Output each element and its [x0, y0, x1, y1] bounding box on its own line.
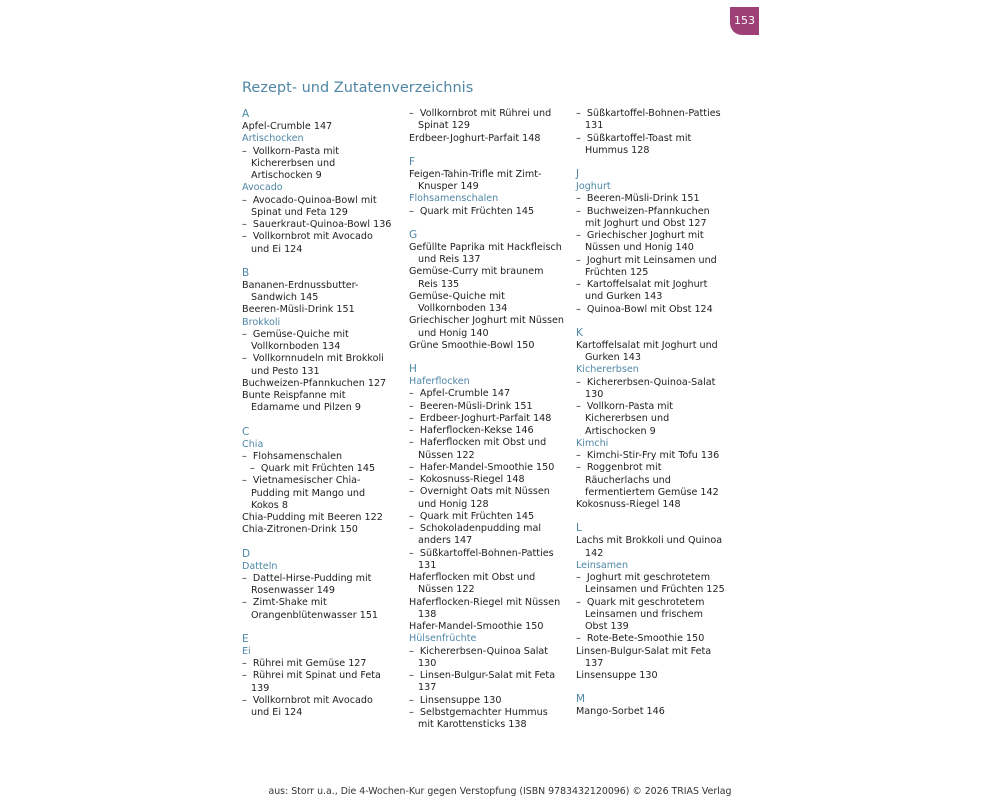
index-subentry: – Buchweizen-Pfannkuchen mit Joghurt und Obst 127 — [576, 206, 726, 231]
index-subentry: – Vollkornnudeln mit Brokkoli und Pesto 131 — [242, 353, 392, 378]
index-subentry: – Vollkornbrot mit Avocado und Ei 124 — [242, 231, 392, 256]
index-keyword: Datteln — [242, 560, 278, 572]
index-entry: Griechischer Joghurt mit Nüssen und Honig 140 — [409, 315, 564, 339]
index-subentry: – Linsensuppe 130 — [409, 695, 564, 707]
index-column-3 — [576, 108, 726, 719]
index-subentry: – Gemüse-Quiche mit Vollkornboden 134 — [242, 329, 392, 354]
index-subentry: – Vollkornbrot mit Rührei und Spinat 129 — [409, 108, 564, 133]
index-letter-heading: L — [576, 522, 582, 535]
index-subentry: – Haferflocken-Kekse 146 — [409, 425, 564, 437]
index-column-1 — [242, 108, 392, 719]
index-subentry: – Apfel-Crumble 147 — [409, 388, 564, 400]
index-entry: Gemüse-Curry mit braunem Reis 135 — [409, 266, 544, 290]
index-entry: Chia-Zitronen-Drink 150 — [242, 524, 358, 536]
index-subentry: – Quark mit Früchten 145 — [409, 511, 564, 523]
index-subentry: – Rührei mit Spinat und Feta 139 — [242, 670, 392, 695]
index-entry: Apfel-Crumble 147 — [242, 121, 333, 132]
index-entry: Beeren-Müsli-Drink 151 — [242, 304, 355, 316]
index-subentry: – Overnight Oats mit Nüssen und Honig 128 — [409, 486, 564, 511]
index-letter-heading: H — [409, 363, 417, 375]
index-entry: Bananen-Erdnussbutter-Sandwich 145 — [242, 279, 359, 303]
index-subentry: – Roggenbrot mit Räucherlachs und fermentiertem Gemüse 142 — [576, 462, 726, 499]
index-entry: Haferflocken-Riegel mit Nüssen 138 — [409, 596, 561, 620]
index-entry: Hafer-Mandel-Smoothie 150 — [409, 621, 544, 632]
index-subentry: – Kimchi-Stir-Fry mit Tofu 136 — [576, 450, 726, 462]
page-number-badge: 153 — [730, 7, 759, 35]
index-subentry: – Kartoffelsalat mit Joghurt und Gurken 143 — [576, 279, 726, 304]
index-letter-heading: B — [242, 266, 250, 279]
index-keyword: Avocado — [242, 182, 283, 194]
index-subentry: – Vollkornbrot mit Avocado und Ei 124 — [242, 695, 392, 720]
index-subentry: – Erdbeer-Joghurt-Parfait 148 — [409, 413, 564, 425]
index-keyword: Flohsamenschalen — [409, 193, 499, 205]
index-subentry: – Hafer-Mandel-Smoothie 150 — [409, 462, 564, 474]
index-letter-heading: J — [576, 168, 580, 180]
index-entry: Linsensuppe 130 — [576, 670, 658, 681]
index-subentry: – Kichererbsen-Quinoa Salat 130 — [409, 646, 564, 671]
index-subentry: – Zimt-Shake mit Orangenblütenwasser 151 — [242, 597, 392, 622]
index-subentry: – Quinoa-Bowl mit Obst 124 — [576, 304, 726, 316]
index-subentry: – Kichererbsen-Quinoa-Salat 130 — [576, 377, 726, 402]
index-letter-heading: G — [409, 228, 418, 241]
index-subentry: – Beeren-Müsli-Drink 151 — [409, 401, 564, 413]
index-keyword: Artischocken — [242, 133, 304, 145]
index-entry: Kartoffelsalat mit Joghurt und Gurken 143 — [576, 339, 718, 363]
index-keyword: Hülsenfrüchte — [409, 633, 477, 645]
index-entry: Feigen-Tahin-Trifle mit Zimt-Knusper 149 — [409, 168, 542, 192]
index-entry: Erdbeer-Joghurt-Parfait 148 — [409, 132, 541, 144]
index-entry: Gefüllte Paprika mit Hackfleisch und Reis 137 — [409, 241, 562, 265]
index-letter-heading: D — [242, 547, 251, 560]
index-letter-heading: K — [576, 326, 583, 339]
index-keyword: Kimchi — [576, 437, 609, 449]
index-subentry: – Joghurt mit geschrotetem Leinsamen und Früchten 125 — [576, 572, 726, 597]
index-letter-heading: E — [242, 632, 249, 645]
index-subentry: – Avocado-Quinoa-Bowl mit Spinat und Feta 129 — [242, 195, 392, 220]
index-keyword: Leinsamen — [576, 559, 629, 571]
index-keyword: Joghurt — [576, 181, 611, 192]
index-entry: Bunte Reispfanne mit Edamame und Pilzen 9 — [242, 390, 361, 414]
index-subentry: – Schokoladenpudding mal anders 147 — [409, 523, 564, 548]
index-subentry: – Quark mit Früchten 145 — [409, 206, 564, 218]
index-letter-heading: M — [576, 693, 586, 706]
index-entry: Kokosnuss-Riegel 148 — [576, 499, 681, 510]
index-subentry: – Sauerkraut-Quinoa-Bowl 136 — [242, 219, 392, 231]
index-entry: Gemüse-Quiche mit Vollkornboden 134 — [409, 290, 508, 314]
index-subentry: – Vollkorn-Pasta mit Kichererbsen und Artischocken 9 — [576, 401, 726, 438]
index-entry: Grüne Smoothie-Bowl 150 — [409, 339, 535, 351]
index-keyword: Ei — [242, 645, 251, 657]
index-entry: Haferflocken mit Obst und Nüssen 122 — [409, 572, 536, 596]
index-subentry: – Linsen-Bulgur-Salat mit Feta 137 — [409, 670, 564, 695]
index-subentry: – Beeren-Müsli-Drink 151 — [576, 193, 726, 205]
index-keyword: Chia — [242, 438, 264, 450]
index-subentry: – Vollkorn-Pasta mit Kichererbsen und Artischocken 9 — [242, 146, 392, 183]
index-subentry: – Vietnamesischer Chia-Pudding mit Mango und Kokos 8 — [242, 475, 392, 512]
index-subentry: – Selbstgemachter Hummus mit Karottensticks 138 — [409, 707, 564, 732]
index-subentry: – Süßkartoffel-Bohnen-Patties 131 — [409, 548, 564, 573]
index-subentry: – Griechischer Joghurt mit Nüssen und Honig 140 — [576, 230, 726, 255]
index-subentry-nested: – Quark mit Früchten 145 — [242, 463, 392, 475]
index-keyword: Haferflocken — [409, 376, 470, 387]
index-entry: Mango-Sorbet 146 — [576, 706, 665, 718]
index-letter-heading: A — [242, 108, 250, 120]
index-subentry: – Rote-Bete-Smoothie 150 — [576, 633, 726, 645]
page-title: Rezept- und Zutatenverzeichnis — [242, 80, 474, 96]
index-subentry: – Quark mit geschrotetem Leinsamen und frischem Obst 139 — [576, 597, 726, 634]
index-subentry: – Dattel-Hirse-Pudding mit Rosenwasser 149 — [242, 573, 392, 598]
index-subentry: – Süßkartoffel-Toast mit Hummus 128 — [576, 133, 726, 158]
index-subentry: – Flohsamenschalen — [242, 451, 392, 463]
index-subentry: – Haferflocken mit Obst und Nüssen 122 — [409, 437, 564, 462]
copyright-footer: aus: Storr u.a., Die 4-Wochen-Kur gegen Verstopfung (ISBN 9783432120096) © 2026 TRIAS Verlag — [268, 786, 732, 797]
index-subentry: – Joghurt mit Leinsamen und Früchten 125 — [576, 255, 726, 280]
index-subentry: – Süßkartoffel-Bohnen-Patties 131 — [576, 108, 726, 133]
index-letter-heading: C — [242, 425, 250, 438]
index-column-2 — [409, 108, 564, 731]
index-entry: Chia-Pudding mit Beeren 122 — [242, 512, 383, 523]
index-entry: Lachs mit Brokkoli und Quinoa 142 — [576, 535, 723, 559]
index-letter-heading: F — [409, 155, 416, 168]
index-subentry: – Rührei mit Gemüse 127 — [242, 658, 392, 670]
index-entry: Linsen-Bulgur-Salat mit Feta 137 — [576, 645, 712, 669]
index-keyword: Brokkoli — [242, 316, 281, 328]
index-entry: Buchweizen-Pfannkuchen 127 — [242, 377, 387, 389]
index-keyword: Kichererbsen — [576, 364, 639, 376]
index-subentry: – Kokosnuss-Riegel 148 — [409, 474, 564, 486]
